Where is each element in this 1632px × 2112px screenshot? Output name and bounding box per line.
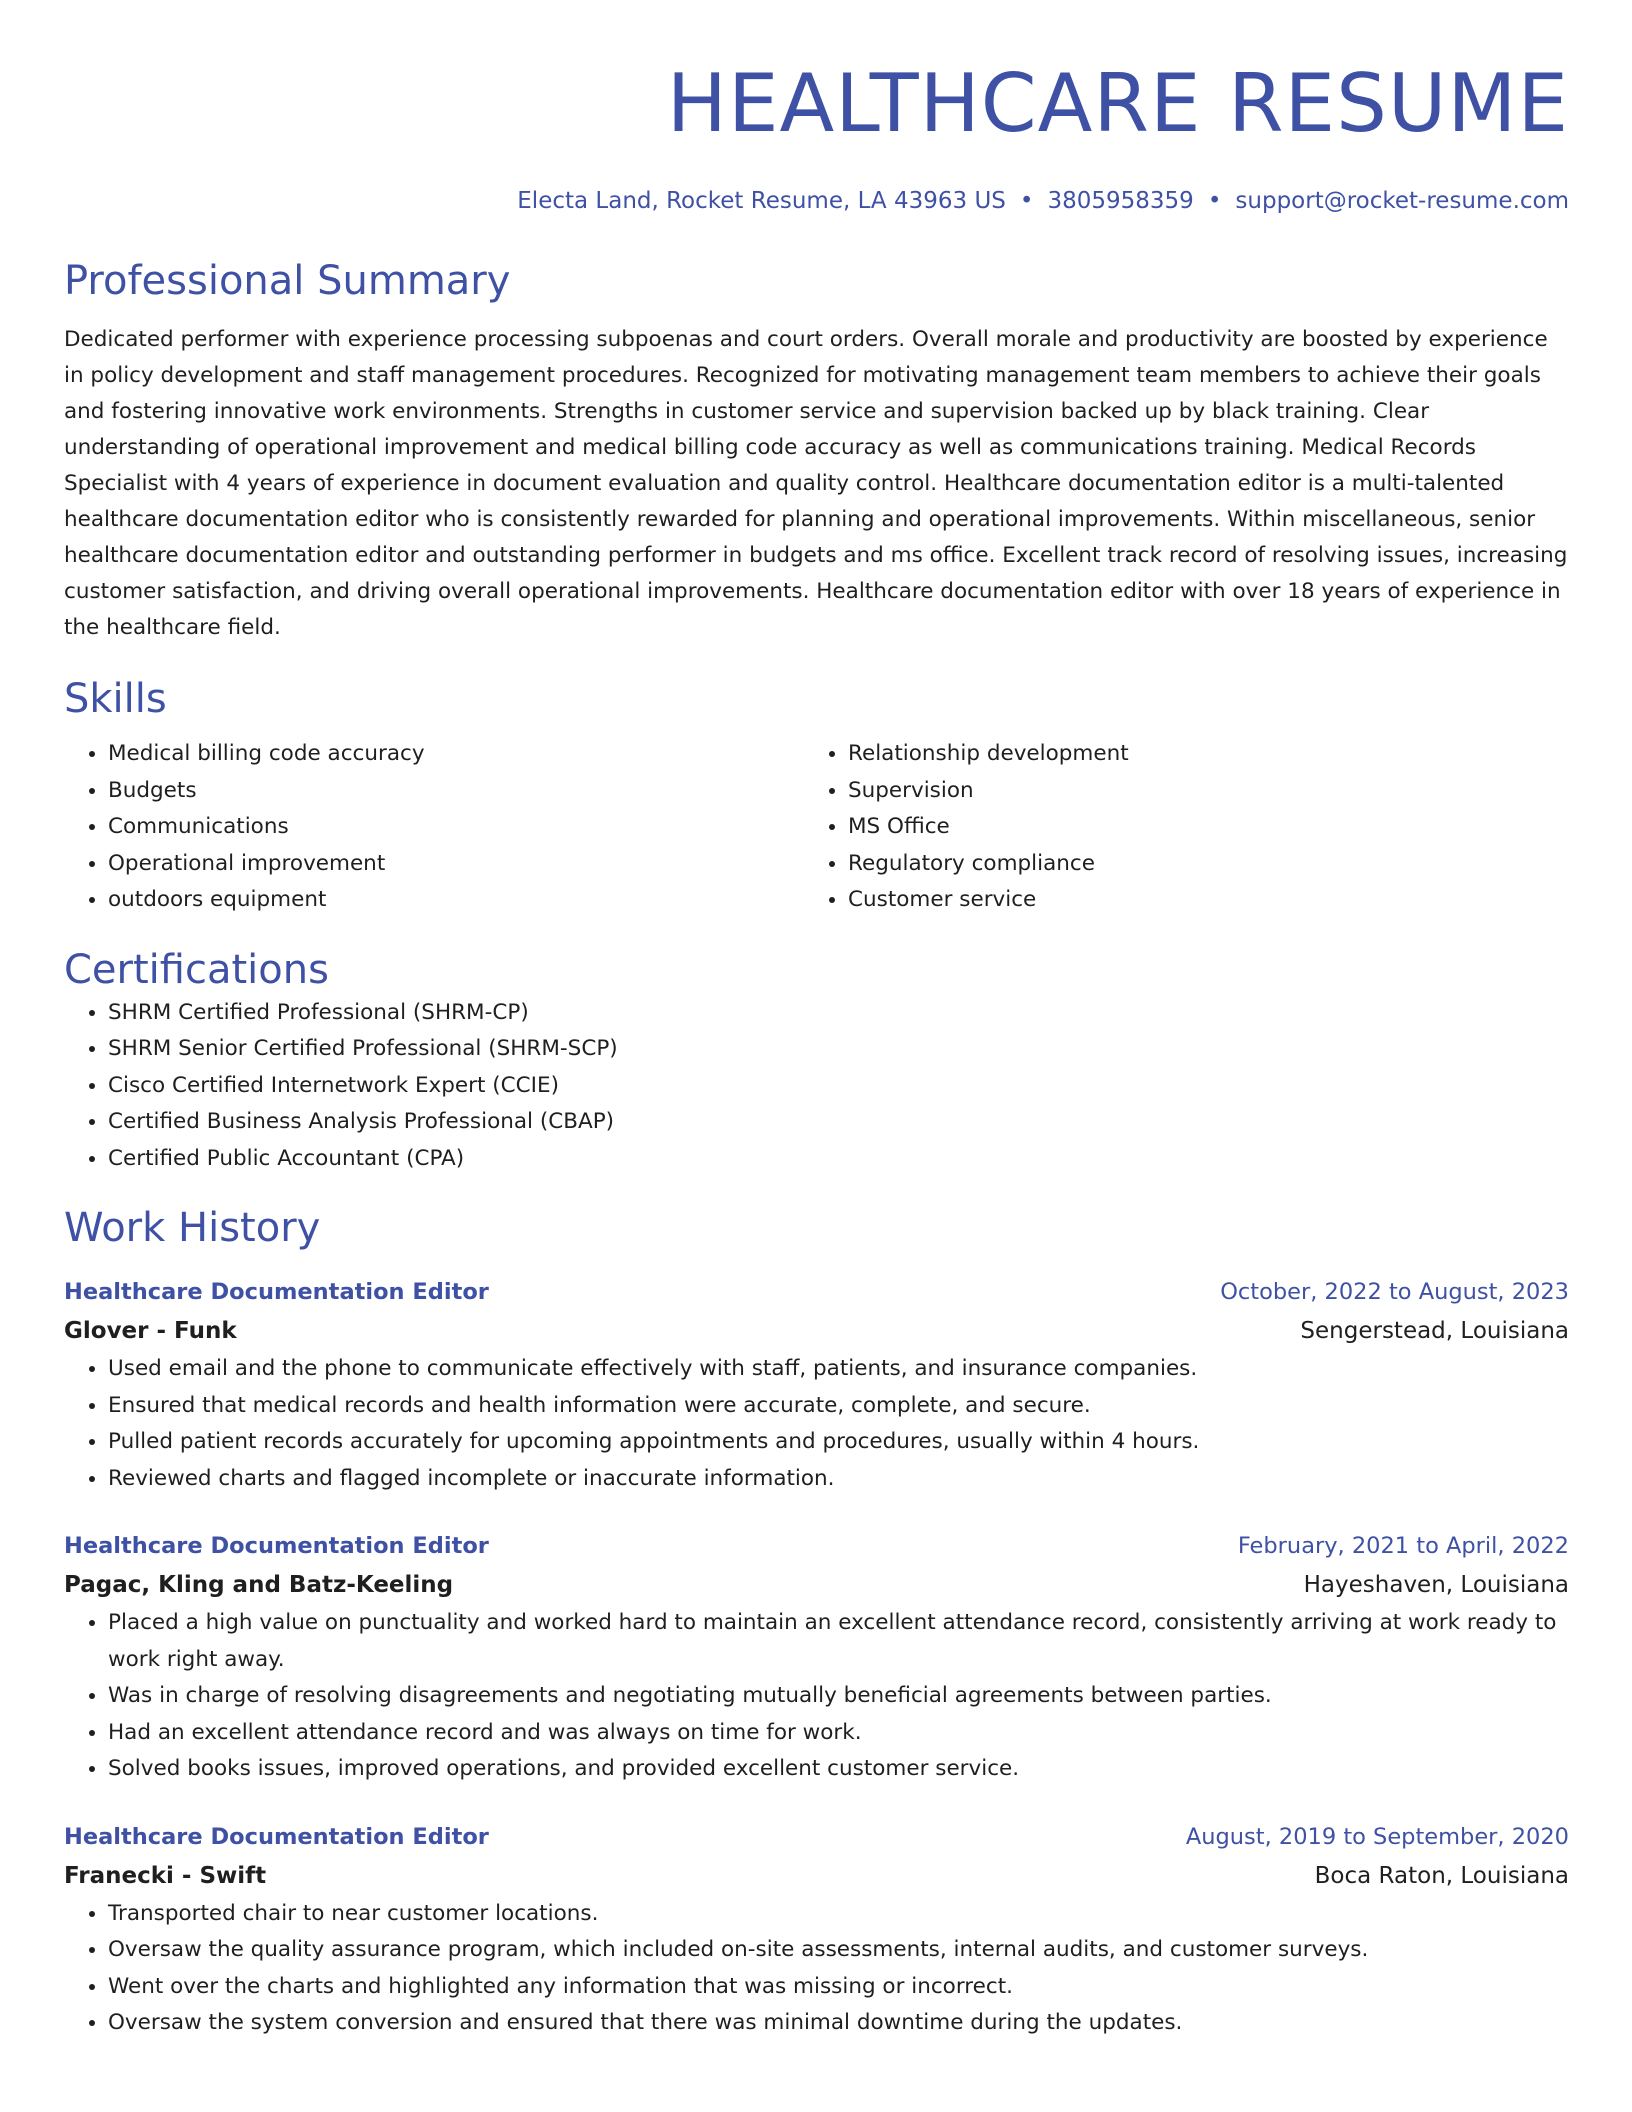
job-duty-item: • Used email and the phone to communicate effectively with staff, patients, and insurance companies. <box>108 1351 1569 1388</box>
contact-line <box>64 186 1569 216</box>
job-title: Healthcare Documentation Editor <box>64 1533 489 1559</box>
contact-email: support@rocket-resume.com <box>1235 188 1569 214</box>
summary-text: Dedicated performer with experience processing subpoenas and court orders. Overall morale and productivity are boosted by experience in policy development and staff management procedures. Recognized for motivating management team members to achieve their goals and fostering innovative work environments. Strengths in customer service and supervision backed up by black training. Clear understanding of operational improvement and medical billing code accuracy as well as communications training. Medical Records Specialist with 4 years of experience in document evaluation and quality control. Healthcare documentation editor is a multi-talented healthcare documentation editor who is consistently rewarded for planning and operational improvements. Within miscellaneous, senior healthcare documentation editor and outstanding performer in budgets and ms office. Excellent track record of resolving issues, increasing customer satisfaction, and driving overall operational improvements. Healthcare documentation editor with over 18 years of experience in the healthcare field. <box>64 327 1568 640</box>
skill-item: • Medical billing code accuracy <box>108 736 804 773</box>
job-dates: August, 2019 to September, 2020 <box>1185 1823 1569 1850</box>
resume-title: HEALTHCARE RESUME <box>666 57 1569 150</box>
job-title-row <box>64 1273 1569 1311</box>
job-entry <box>64 1818 1569 2042</box>
skill-item: • outdoors equipment <box>108 882 804 919</box>
skill-item: • Supervision <box>848 773 1544 810</box>
skills-column-right <box>804 736 1544 919</box>
job-title: Healthcare Documentation Editor <box>64 1823 489 1850</box>
job-dates: February, 2021 to April, 2022 <box>1237 1533 1569 1559</box>
certification-item: • SHRM Certified Professional (SHRM-CP) <box>108 995 1569 1032</box>
job-entry <box>64 1273 1569 1497</box>
job-location: Hayeshaven, Louisiana <box>1303 1572 1569 1598</box>
summary-heading: Professional Summary <box>64 258 511 304</box>
certifications-heading: Certifications <box>64 946 329 993</box>
certification-item: • SHRM Senior Certified Professional (SHRM-SCP) <box>108 1031 1569 1068</box>
skill-item: • Operational improvement <box>108 846 804 883</box>
contact-phone: 3805958359 <box>1047 188 1194 214</box>
job-duty-item: • Reviewed charts and flagged incomplete or inaccurate information. <box>108 1461 1569 1498</box>
job-duty-item: • Pulled patient records accurately for upcoming appointments and procedures, usually within 4 hours. <box>108 1424 1569 1461</box>
job-company-row <box>64 1311 1569 1351</box>
skill-item: • Relationship development <box>848 736 1544 773</box>
job-duty-item: • Had an excellent attendance record and was always on time for work. <box>108 1715 1569 1752</box>
skill-item: • Regulatory compliance <box>848 846 1544 883</box>
skill-item: • Budgets <box>108 773 804 810</box>
job-duty-item: • Oversaw the quality assurance program, which included on-site assessments, internal audits, and customer surveys. <box>108 1932 1569 1969</box>
job-company: Franecki - Swift <box>64 1862 267 1889</box>
job-company-row <box>64 1856 1569 1896</box>
certification-item: • Cisco Certified Internetwork Expert (CCIE) <box>108 1068 1569 1105</box>
skills-column-left <box>64 736 804 919</box>
job-title-row <box>64 1818 1569 1856</box>
certification-item: • Certified Public Accountant (CPA) <box>108 1141 1569 1178</box>
resume-header <box>64 0 1569 216</box>
job-entry <box>64 1527 1569 1788</box>
job-duties-list <box>64 1605 1569 1788</box>
job-duty-item: • Transported chair to near customer locations. <box>108 1896 1569 1933</box>
skills-list-right <box>804 736 1544 919</box>
job-title-row <box>64 1527 1569 1565</box>
job-company: Pagac, Kling and Batz-Keeling <box>64 1572 454 1598</box>
job-title: Healthcare Documentation Editor <box>64 1279 489 1305</box>
skill-item: • Communications <box>108 809 804 846</box>
job-duty-item: • Went over the charts and highlighted any information that was missing or incorrect. <box>108 1969 1569 2006</box>
job-duties-list <box>64 1896 1569 2042</box>
job-duty-item: • Placed a high value on punctuality and worked hard to maintain an excellent attendance record, consistently arriving at work ready to work right away. <box>108 1605 1569 1678</box>
skills-list-left <box>64 736 804 919</box>
skills-heading: Skills <box>64 676 167 722</box>
contact-separator: • <box>1019 188 1034 214</box>
job-duty-item: • Oversaw the system conversion and ensured that there was minimal downtime during the updates. <box>108 2005 1569 2042</box>
skill-item: • MS Office <box>848 809 1544 846</box>
job-location: Sengerstead, Louisiana <box>1300 1318 1569 1344</box>
job-company: Glover - Funk <box>64 1318 237 1344</box>
certification-item: • Certified Business Analysis Professional (CBAP) <box>108 1104 1569 1141</box>
job-dates: October, 2022 to August, 2023 <box>1220 1279 1569 1305</box>
job-company-row <box>64 1565 1569 1605</box>
job-duty-item: • Solved books issues, improved operations, and provided excellent customer service. <box>108 1751 1569 1788</box>
work-history-heading: Work History <box>64 1205 321 1251</box>
certifications-list <box>64 995 1569 1178</box>
contact-address: Electa Land, Rocket Resume, LA 43963 US <box>517 188 1006 214</box>
job-duties-list <box>64 1351 1569 1497</box>
skills-grid <box>64 736 1569 919</box>
contact-separator: • <box>1207 188 1222 214</box>
job-duty-item: • Was in charge of resolving disagreements and negotiating mutually beneficial agreements between parties. <box>108 1678 1569 1715</box>
skill-item: • Customer service <box>848 882 1544 919</box>
job-duty-item: • Ensured that medical records and health information were accurate, complete, and secure. <box>108 1388 1569 1425</box>
job-location: Boca Raton, Louisiana <box>1314 1862 1569 1889</box>
